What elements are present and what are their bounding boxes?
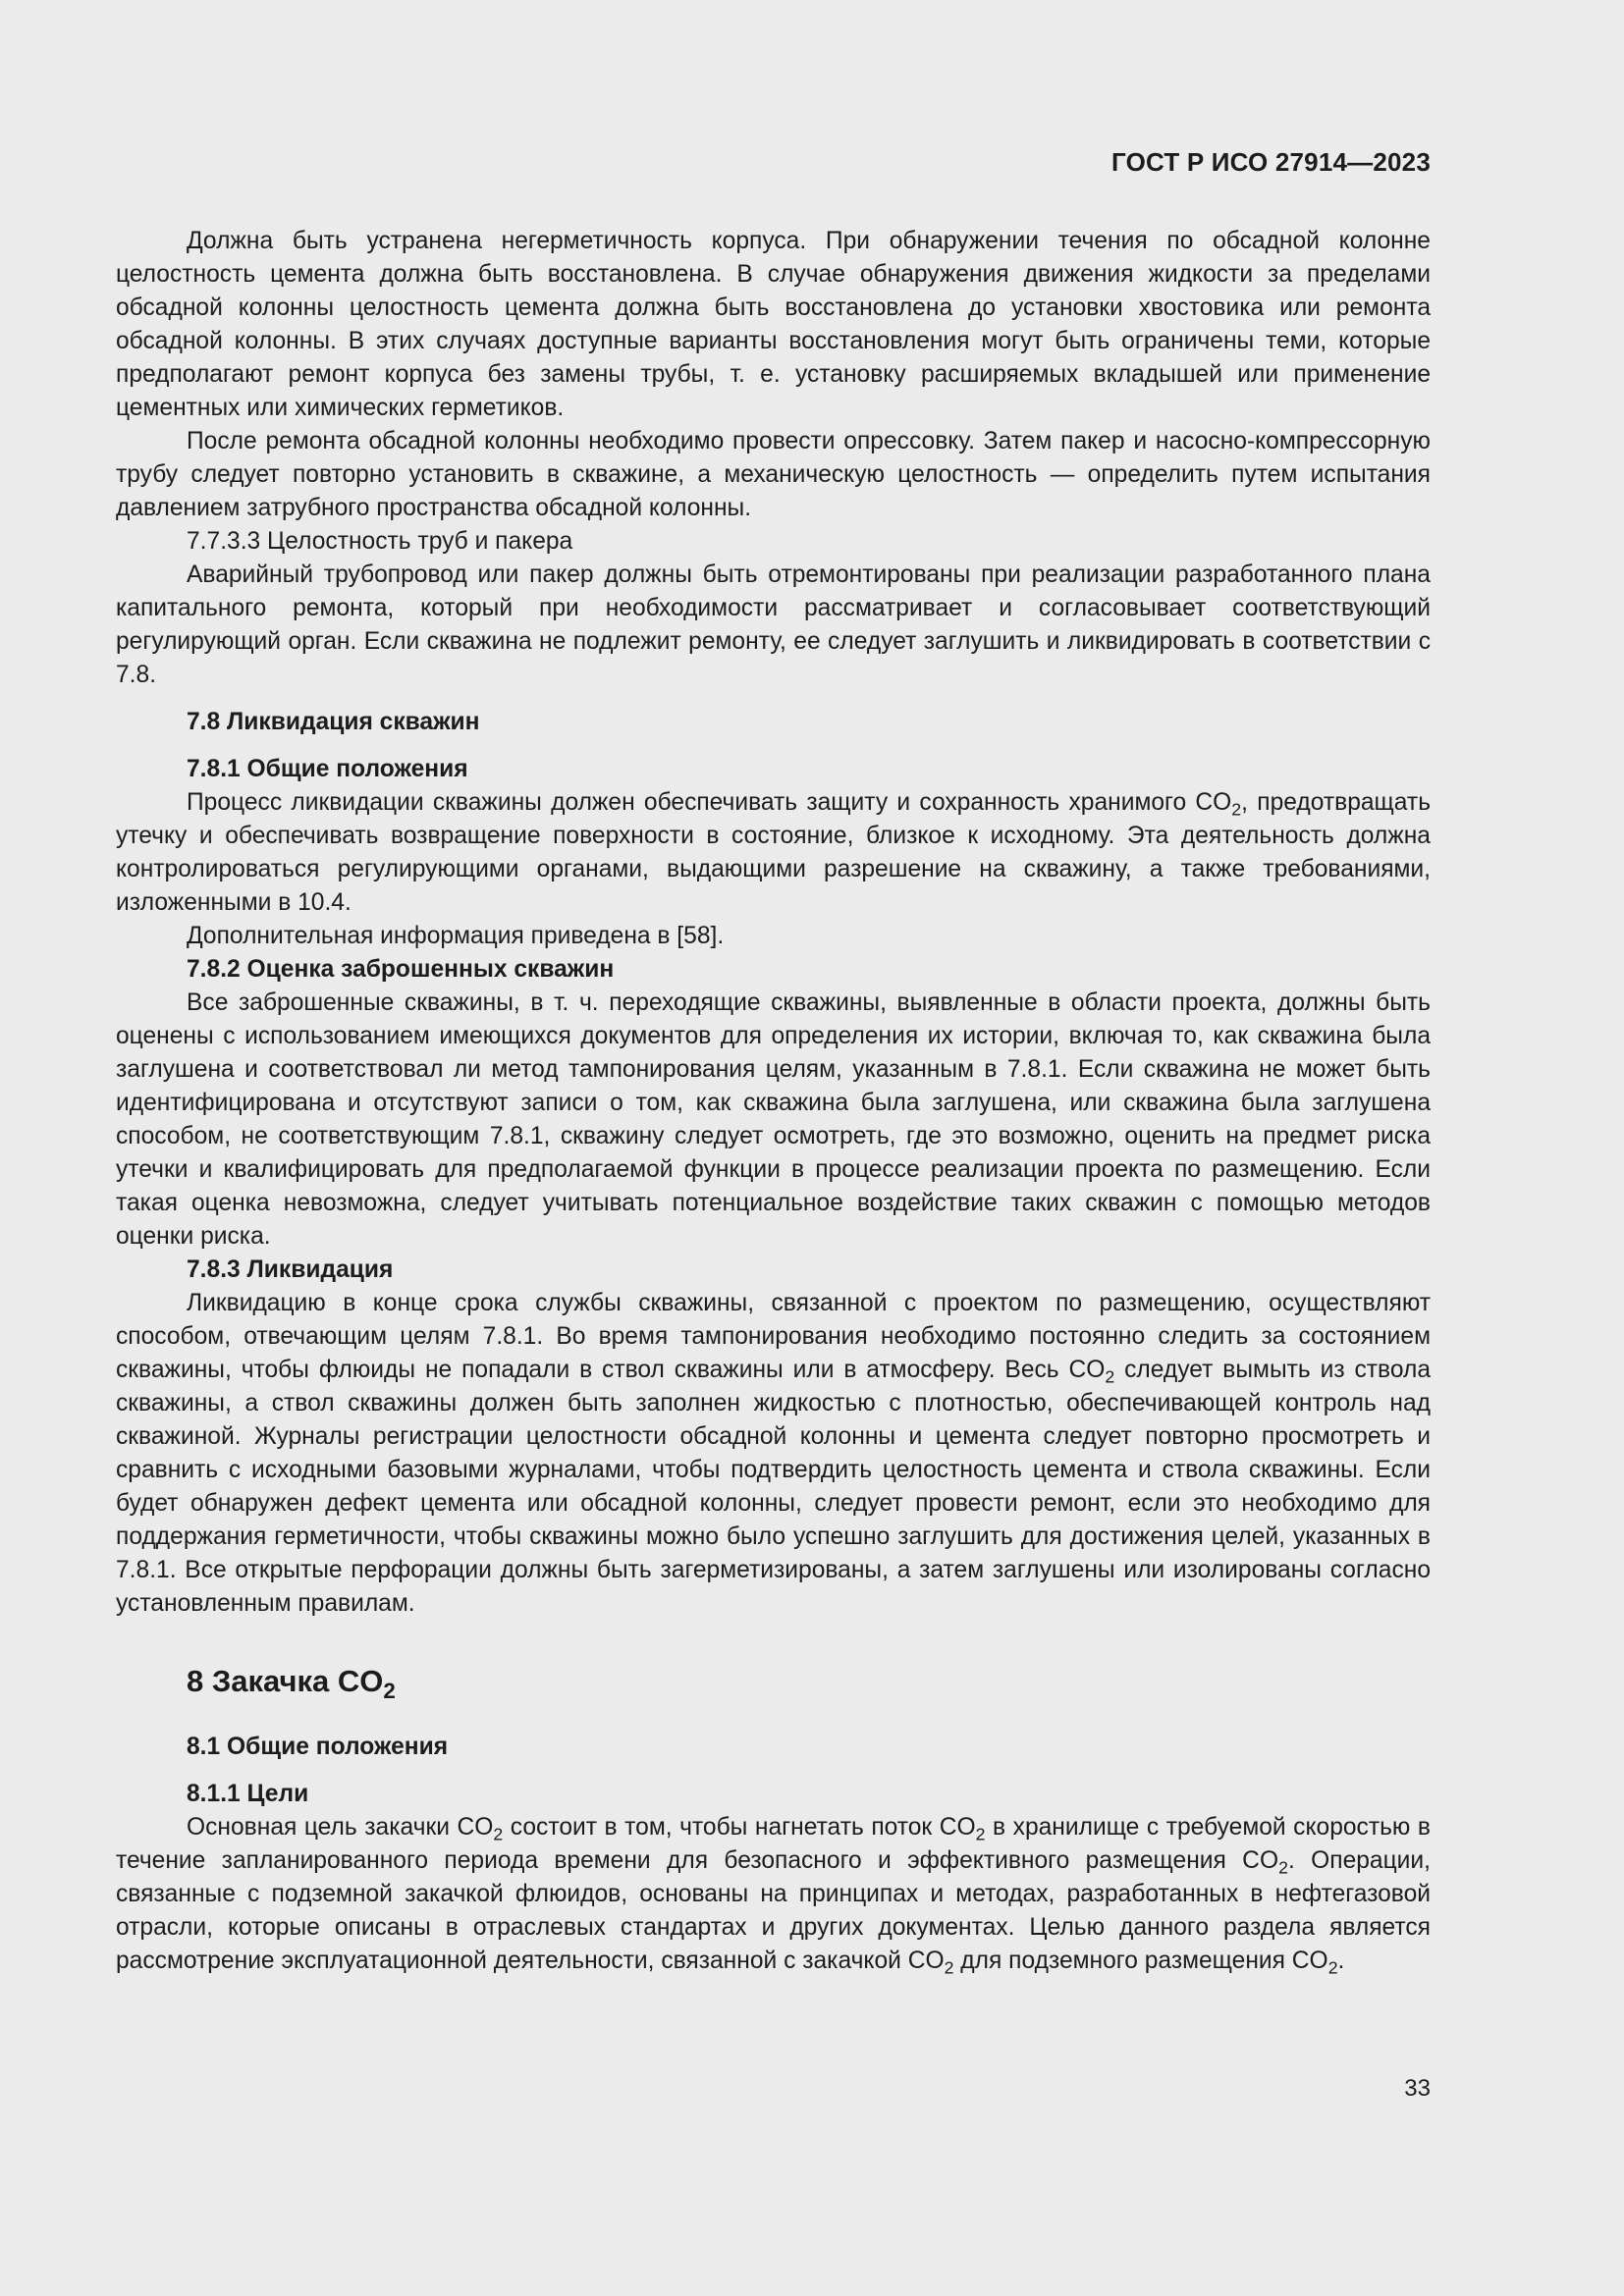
heading-8: 8 Закачка $CO_2$ (187, 1664, 396, 1704)
document-body (116, 225, 1431, 1978)
heading-7-8: 7.8 Ликвидация скважин (187, 709, 480, 735)
paragraph-additional-info: Дополнительная информация приведена в [58]. (187, 923, 725, 949)
paragraph-abandoned-wells: Все заброшенные скважины, в т. ч. переходящие скважины, выявленные в области проекта, должны быть оценены с использованием имеющихся документов для определения их истории, включая то, как скважина была заглушена и соответствовал ли метод тампонирования целям, указанным в 7.8.1. Если скважина не может быть идентифицирована и отсутствуют записи о том, как скважина была заглушена, или скважина была заглушена способом, не соответствующим 7.8.1, скважину следует осмотреть, где это возможно, оценить на предмет риска утечки и квалифицировать для предполагаемой функции в процессе реализации проекта по размещению. Если такая оценка невозможна, следует учитывать потенциальное воздействие таких скважин с помощью методов оценки риска. (116, 989, 1431, 1250)
paragraph-abandonment-process: Процесс ликвидации скважины должен обеспечивать защиту и сохранность хранимого $CO_2$, предотвращать утечку и обеспечивать возвращение поверхности в состояние, близкое к исходному. Эта деятельность должна контролироваться регулирующими органами, выдающими разрешение на скважину, а также требованиями, изложенными в 10.4. (116, 789, 1432, 916)
heading-8-1: 8.1 Общие положения (187, 1734, 449, 1760)
paragraph-pressure-test: После ремонта обсадной колонны необходимо провести опрессовку. Затем пакер и насосно-компрессорную трубу следует повторно установить в скважине, а механическую целостность — определить путем испытания давлением затрубного пространства обсадной колонны. (116, 428, 1431, 521)
heading-7-8-3: 7.8.3 Ликвидация (187, 1256, 394, 1283)
page-number: 33 (1404, 2075, 1431, 2102)
heading-7-7-3-3: 7.7.3.3 Целостность труб и пакера (187, 528, 573, 555)
paragraph-liquidation: Ликвидацию в конце срока службы скважины, связанной с проектом по размещению, осуществляют способом, отвечающим целям 7.8.1. Во время тампонирования необходимо постоянно следить за состоянием скважины, чтобы флюиды не попадали в ствол скважины или в атмосферу. Весь $CO_2$ следует вымыть из ствола скважины, а ствол скважины должен быть заполнен жидкостью с плотностью, обеспечивающей контроль над скважиной. Журналы регистрации целостности обсадной колонны и цемента следует повторно просмотреть и сравнить с исходными базовыми журналами, чтобы подтвердить целостность цемента и ствола скважины. Если будет обнаружен дефект цемента или обсадной колонны, следует провести ремонт, если это необходимо для поддержания герметичности, чтобы скважины можно было успешно заглушить для достижения целей, указанных в 7.8.1. Все открытые перфорации должны быть загерметизированы, а затем заглушены или изолированы согласно установленным правилам. (116, 1290, 1431, 1617)
standard-header: ГОСТ Р ИСО 27914—2023 (1110, 147, 1431, 177)
heading-7-8-2: 7.8.2 Оценка заброшенных скважин (187, 956, 615, 983)
heading-7-8-1: 7.8.1 Общие положения (187, 756, 468, 782)
paragraph-pipe-repair: Аварийный трубопровод или пакер должны быть отремонтированы при реализации разработанного плана капитального ремонта, который при необходимости рассматривает и согласовывает соответствующий регулирующий орган. Если скважина не подлежит ремонту, ее следует заглушить и ликвидировать в соответствии с 7.8. (116, 561, 1431, 688)
paragraph-casing-repair: Должна быть устранена негерметичность корпуса. При обнаружении течения по обсадной колонне целостность цемента должна быть восстановлена. В случае обнаружения движения жидкости за пределами обсадной колонны целостность цемента должна быть восстановлена до установки хвостовика или ремонта обсадной колонны. В этих случаях доступные варианты восстановления могут быть ограничены теми, которые предполагают ремонт корпуса без замены трубы, т. е. установку расширяемых вкладышей или применение цементных или химических герметиков. (116, 228, 1431, 421)
paragraph-injection-goals: Основная цель закачки $CO_2$ состоит в том, чтобы нагнетать поток $CO_2$ в хранилище с требуемой скоростью в течение запланированного периода времени для безопасного и эффективного размещения $CO_2$. Операции, связанные с подземной закачкой флюидов, основаны на принципах и методах, разработанных в нефтегазовой отрасли, которые описаны в отраслевых стандартах и других документах. Целью данного раздела является рассмотрение эксплуатационной деятельности, связанной с закачкой $CO_2$ для подземного размещения $CO_2$. (116, 1814, 1431, 1978)
heading-8-1-1: 8.1.1 Цели (187, 1781, 309, 1807)
